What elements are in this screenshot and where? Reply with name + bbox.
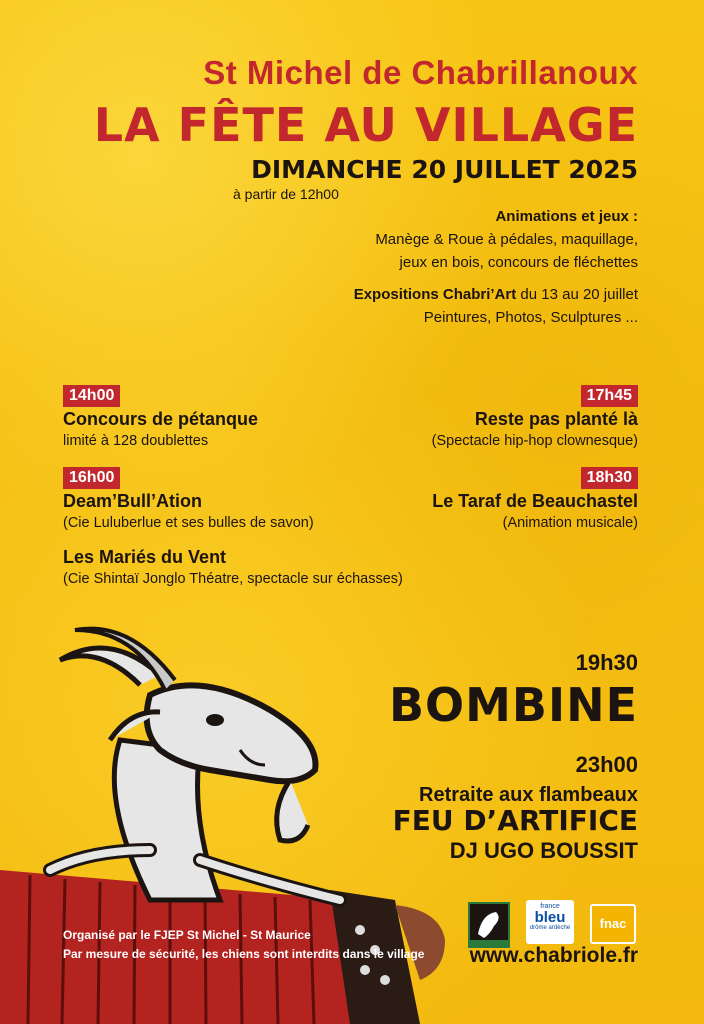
animations-line-2: jeux en bois, concours de fléchettes [399, 254, 638, 271]
france-bleu-logo [526, 900, 574, 944]
concert-time: 19h30 [575, 650, 638, 675]
program-subtitle: (Cie Shintaï Jonglo Théatre, spectacle sur échasses) [63, 571, 403, 587]
organizer-text: Organisé par le FJEP St Michel - St Maurice [63, 928, 311, 942]
start-time: à partir de 12h00 [233, 186, 339, 202]
dj-label: DJ UGO BOUSSIT [449, 838, 638, 863]
village-name: St Michel de Chabrillanoux [203, 54, 638, 91]
program-item [63, 385, 258, 451]
program-item [63, 545, 403, 589]
website-link[interactable]: www.chabriole.fr [469, 944, 638, 967]
expositions-dates: du 13 au 20 juillet [516, 286, 638, 303]
event-date: DIMANCHE 20 JUILLET 2025 [251, 155, 638, 184]
program-title: Les Mariés du Vent [63, 547, 227, 567]
goat-icon [50, 629, 340, 900]
fireworks-time: 23h00 [575, 752, 638, 777]
program-subtitle: (Cie Luluberlue et ses bulles de savon) [63, 515, 314, 531]
expositions-line: Peintures, Photos, Sculptures ... [423, 309, 638, 326]
expositions-title: Expositions Chabri’Art [353, 286, 517, 303]
animations-line-1: Manège & Roue à pédales, maquillage, [375, 231, 638, 248]
program-subtitle: (Animation musicale) [502, 515, 638, 531]
program-subtitle: limité à 128 doublettes [63, 433, 209, 449]
fjep-logo [468, 902, 510, 948]
program-time-badge: 17h45 [581, 385, 638, 407]
headliner-name: BOMBINE [388, 678, 638, 732]
france-bleu-region: drôme ardèche [529, 925, 571, 931]
program-time-badge: 16h00 [63, 467, 120, 489]
fireworks-label: FEU D’ARTIFICE [392, 804, 638, 837]
footer-text [63, 926, 424, 964]
retraite-label: Retraite aux flambeaux [419, 784, 638, 806]
france-bleu-name: bleu [534, 909, 566, 926]
program-time-badge: 14h00 [63, 385, 120, 407]
fnac-logo: fnac [590, 904, 636, 944]
animations-block [375, 205, 638, 274]
program-item [63, 467, 314, 533]
program-title: Reste pas planté là [474, 409, 638, 429]
expositions-block [354, 283, 638, 329]
animations-title: Animations et jeux : [495, 208, 638, 225]
france-bleu-small: france [540, 903, 560, 910]
program-title: Deam’Bull’Ation [63, 491, 203, 511]
program-title: Le Taraf de Beauchastel [432, 491, 638, 511]
program-subtitle: (Spectacle hip-hop clownesque) [431, 433, 638, 449]
program-item [432, 385, 638, 451]
event-title: LA FÊTE AU VILLAGE [93, 98, 638, 152]
program-title: Concours de pétanque [63, 409, 259, 429]
program-time-badge: 18h30 [581, 467, 638, 489]
goat-logo-icon [470, 904, 508, 946]
program-item [432, 467, 638, 533]
notice-text: Par mesure de sécurité, les chiens sont interdits dans le village [63, 947, 425, 961]
